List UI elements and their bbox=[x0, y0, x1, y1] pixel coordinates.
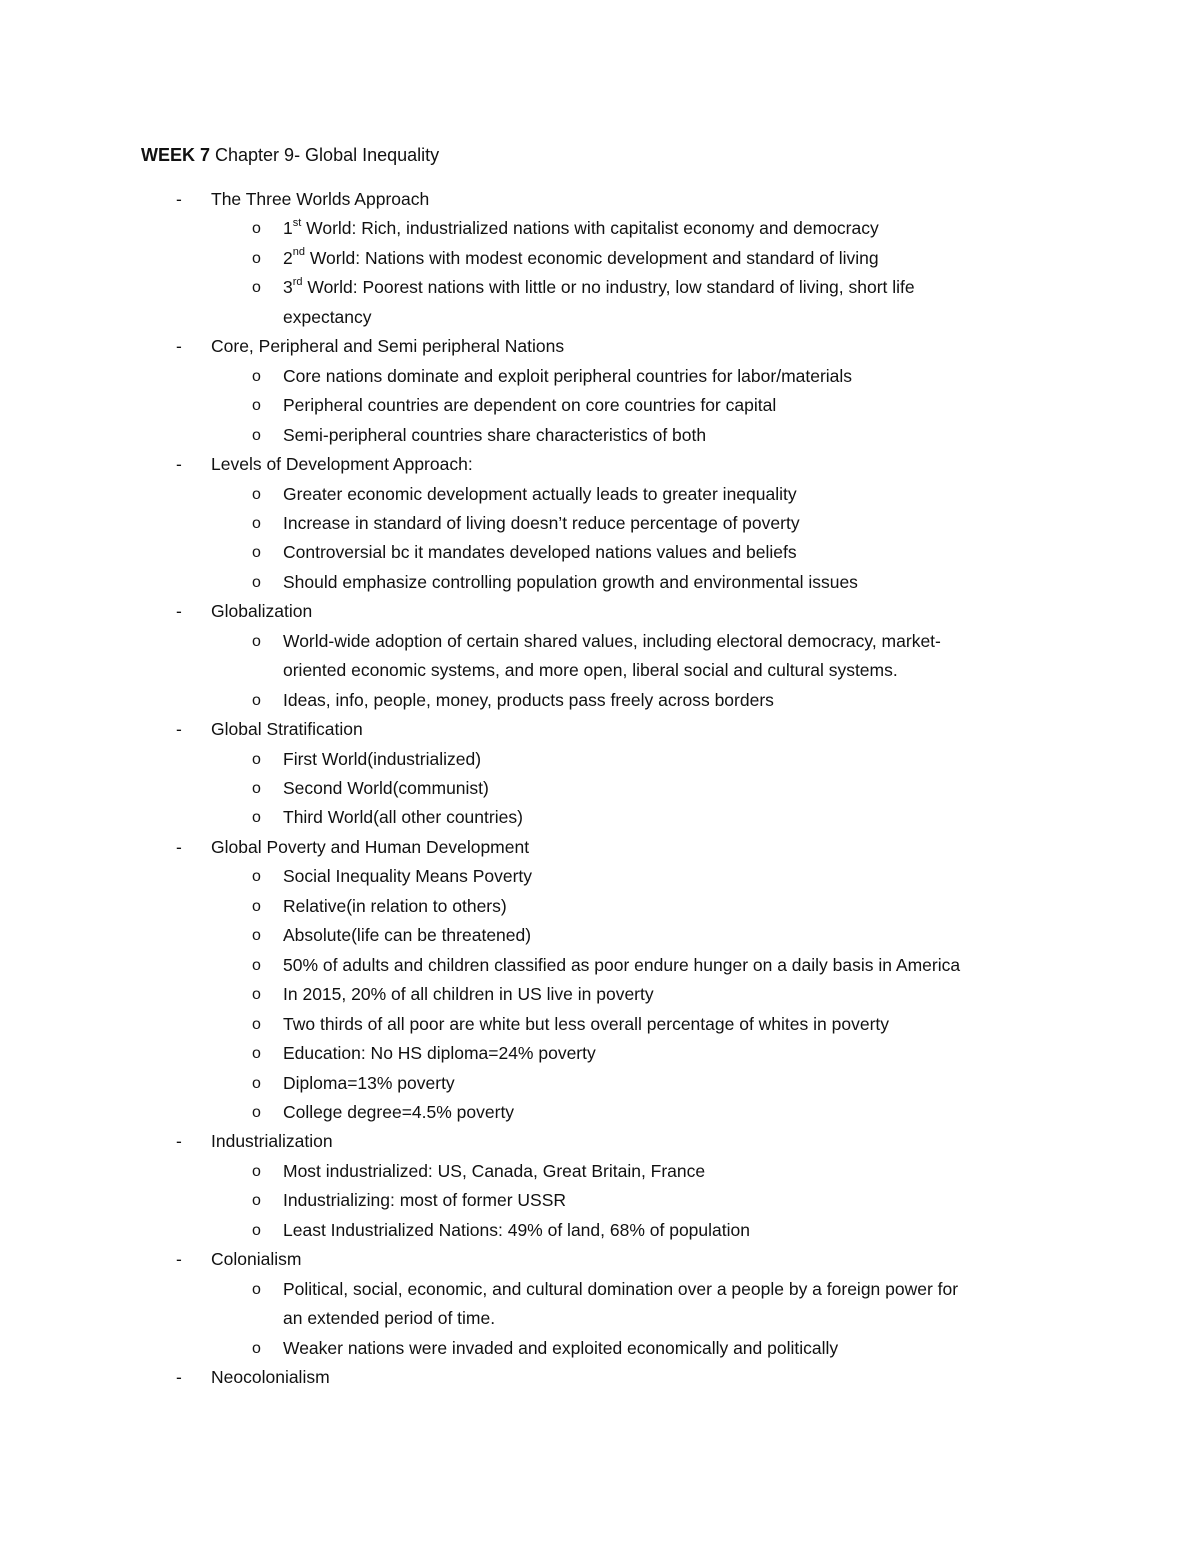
section-heading bbox=[0, 185, 1200, 215]
circle-bullet: o bbox=[252, 691, 261, 709]
list-item bbox=[0, 686, 1200, 716]
item-text: Third World(all other countries) bbox=[283, 807, 523, 828]
circle-bullet: o bbox=[252, 279, 261, 297]
section-heading bbox=[0, 332, 1200, 362]
item-text: Least Industrialized Nations: 49% of land, 68% of population bbox=[283, 1219, 750, 1240]
item-text-continued: oriented economic systems, and more open, liberal social and cultural systems. bbox=[283, 660, 898, 681]
circle-bullet: o bbox=[252, 1280, 261, 1298]
ordinal-number: 2 bbox=[283, 247, 293, 268]
circle-bullet: o bbox=[252, 956, 261, 974]
list-item bbox=[0, 509, 1200, 539]
item-text: Industrializing: most of former USSR bbox=[283, 1190, 567, 1211]
list-item bbox=[0, 480, 1200, 510]
list-item bbox=[0, 1157, 1200, 1187]
section-label: Neocolonialism bbox=[211, 1367, 330, 1387]
section-label: The Three Worlds Approach bbox=[211, 189, 430, 209]
dash-bullet: - bbox=[176, 1131, 182, 1152]
section-label: Global Stratification bbox=[211, 719, 363, 740]
item-text: Most industrialized: US, Canada, Great Britain, France bbox=[283, 1160, 706, 1181]
circle-bullet: o bbox=[252, 632, 261, 650]
item-text: Two thirds of all poor are white but less overall percentage of whites in poverty bbox=[283, 1013, 890, 1034]
list-item bbox=[0, 862, 1200, 892]
section-heading bbox=[0, 450, 1200, 480]
section-label: Levels of Development Approach: bbox=[211, 454, 473, 475]
list-item bbox=[0, 803, 1200, 833]
list-item bbox=[0, 951, 1200, 981]
item-text: Increase in standard of living doesn’t reduce percentage of poverty bbox=[283, 512, 800, 533]
item-text: College degree=4.5% poverty bbox=[283, 1101, 515, 1122]
ordinal-number: 3 bbox=[283, 277, 293, 298]
item-text: Political, social, economic, and cultural domination over a people by a foreign power for bbox=[283, 1278, 959, 1299]
page-title bbox=[141, 141, 439, 170]
circle-bullet: o bbox=[252, 1103, 261, 1121]
item-text: World-wide adoption of certain shared values, including electoral democracy, market- bbox=[283, 630, 941, 651]
item-text: Greater economic development actually leads to greater inequality bbox=[283, 483, 797, 504]
circle-bullet: o bbox=[252, 220, 261, 238]
item-body: World: Nations with modest economic development and standard of living bbox=[304, 247, 879, 268]
circle-bullet: o bbox=[252, 1339, 261, 1357]
item-text bbox=[283, 273, 915, 303]
dash-bullet: - bbox=[176, 601, 182, 622]
item-body: World: Rich, industrialized nations with capitalist economy and democracy bbox=[301, 218, 879, 239]
ordinal-suffix: nd bbox=[292, 246, 305, 259]
dash-bullet: - bbox=[176, 1249, 182, 1270]
chapter-title: Chapter 9- Global Inequality bbox=[210, 145, 440, 165]
list-item bbox=[0, 538, 1200, 568]
circle-bullet: o bbox=[252, 397, 261, 415]
list-item bbox=[0, 1069, 1200, 1099]
item-text: 50% of adults and children classified as poor endure hunger on a daily basis in America bbox=[283, 954, 961, 975]
circle-bullet: o bbox=[252, 1162, 261, 1180]
list-item bbox=[0, 1098, 1200, 1128]
circle-bullet: o bbox=[252, 1192, 261, 1210]
item-text: Relative(in relation to others) bbox=[283, 895, 507, 916]
list-item bbox=[0, 362, 1200, 392]
circle-bullet: o bbox=[252, 1045, 261, 1063]
circle-bullet: o bbox=[252, 1015, 261, 1033]
section-label: Colonialism bbox=[211, 1249, 302, 1270]
circle-bullet: o bbox=[252, 573, 261, 591]
item-text: Absolute(life can be threatened) bbox=[283, 925, 532, 946]
circle-bullet: o bbox=[252, 514, 261, 532]
dash-bullet: - bbox=[176, 454, 182, 475]
list-item bbox=[0, 921, 1200, 951]
list-item bbox=[0, 391, 1200, 421]
circle-bullet: o bbox=[252, 868, 261, 886]
item-text: Social Inequality Means Poverty bbox=[283, 866, 533, 887]
section-label: Global Poverty and Human Development bbox=[211, 836, 530, 857]
item-text: Core nations dominate and exploit peripheral countries for labor/materials bbox=[283, 365, 853, 386]
list-item bbox=[0, 1216, 1200, 1246]
list-item bbox=[0, 273, 1200, 303]
circle-bullet: o bbox=[252, 1074, 261, 1092]
circle-bullet: o bbox=[252, 780, 261, 797]
item-text: Peripheral countries are dependent on core countries for capital bbox=[283, 395, 777, 416]
item-text: Should emphasize controlling population growth and environmental issues bbox=[283, 571, 858, 592]
week-label: WEEK 7 bbox=[141, 145, 211, 165]
item-text-continued: an extended period of time. bbox=[283, 1308, 496, 1329]
circle-bullet: o bbox=[252, 426, 261, 444]
list-item bbox=[0, 244, 1200, 274]
circle-bullet: o bbox=[252, 897, 261, 915]
list-item-continuation bbox=[0, 656, 1200, 686]
item-text: Diploma=13% poverty bbox=[283, 1072, 455, 1093]
circle-bullet: o bbox=[252, 750, 261, 768]
list-item bbox=[0, 627, 1200, 657]
dash-bullet: - bbox=[176, 836, 182, 857]
item-text: In 2015, 20% of all children in US live in poverty bbox=[283, 984, 654, 1005]
circle-bullet: o bbox=[252, 249, 261, 267]
list-item bbox=[0, 421, 1200, 451]
circle-bullet: o bbox=[252, 927, 261, 945]
dash-bullet: - bbox=[176, 719, 182, 740]
item-text: First World(industrialized) bbox=[283, 748, 482, 769]
item-body: World: Poorest nations with little or no industry, low standard of living, short life bbox=[302, 277, 915, 298]
dash-bullet: - bbox=[176, 336, 182, 357]
list-item bbox=[0, 1275, 1200, 1305]
item-text: Weaker nations were invaded and exploited economically and politically bbox=[283, 1337, 839, 1358]
circle-bullet: o bbox=[252, 1221, 261, 1239]
list-item bbox=[0, 214, 1200, 244]
section-heading bbox=[0, 833, 1200, 863]
circle-bullet: o bbox=[252, 544, 261, 562]
list-item bbox=[0, 774, 1200, 804]
dash-bullet: - bbox=[176, 189, 182, 209]
list-item bbox=[0, 892, 1200, 922]
list-item bbox=[0, 745, 1200, 775]
list-item bbox=[0, 1010, 1200, 1040]
section-heading bbox=[0, 1245, 1200, 1275]
dash-bullet: - bbox=[176, 1367, 182, 1387]
list-item-continuation bbox=[0, 1304, 1200, 1334]
item-text: Semi-peripheral countries share characteristics of both bbox=[283, 424, 707, 445]
item-text: Education: No HS diploma=24% poverty bbox=[283, 1043, 596, 1064]
ordinal-suffix: rd bbox=[292, 275, 303, 288]
item-text bbox=[283, 244, 879, 274]
item-text bbox=[283, 214, 879, 244]
section-label: Industrialization bbox=[211, 1131, 333, 1152]
item-text: Controversial bc it mandates developed nations values and beliefs bbox=[283, 542, 797, 563]
list-item-continuation bbox=[0, 303, 1200, 333]
section-heading bbox=[0, 715, 1200, 745]
item-text: Ideas, info, people, money, products pass freely across borders bbox=[283, 689, 774, 710]
item-text: Second World(communist) bbox=[283, 778, 489, 798]
section-heading bbox=[0, 1363, 1200, 1393]
ordinal-number: 1 bbox=[283, 218, 293, 239]
circle-bullet: o bbox=[252, 367, 261, 385]
circle-bullet: o bbox=[252, 986, 261, 1004]
list-item bbox=[0, 1334, 1200, 1364]
circle-bullet: o bbox=[252, 809, 261, 827]
section-heading bbox=[0, 597, 1200, 627]
circle-bullet: o bbox=[252, 485, 261, 503]
section-label: Globalization bbox=[211, 601, 313, 622]
section-label: Core, Peripheral and Semi peripheral Nations bbox=[211, 336, 565, 357]
section-heading bbox=[0, 1127, 1200, 1157]
list-item bbox=[0, 1039, 1200, 1069]
item-text-continued: expectancy bbox=[283, 306, 372, 327]
list-item bbox=[0, 1186, 1200, 1216]
ordinal-suffix: st bbox=[292, 216, 302, 229]
list-item bbox=[0, 568, 1200, 598]
list-item bbox=[0, 980, 1200, 1010]
